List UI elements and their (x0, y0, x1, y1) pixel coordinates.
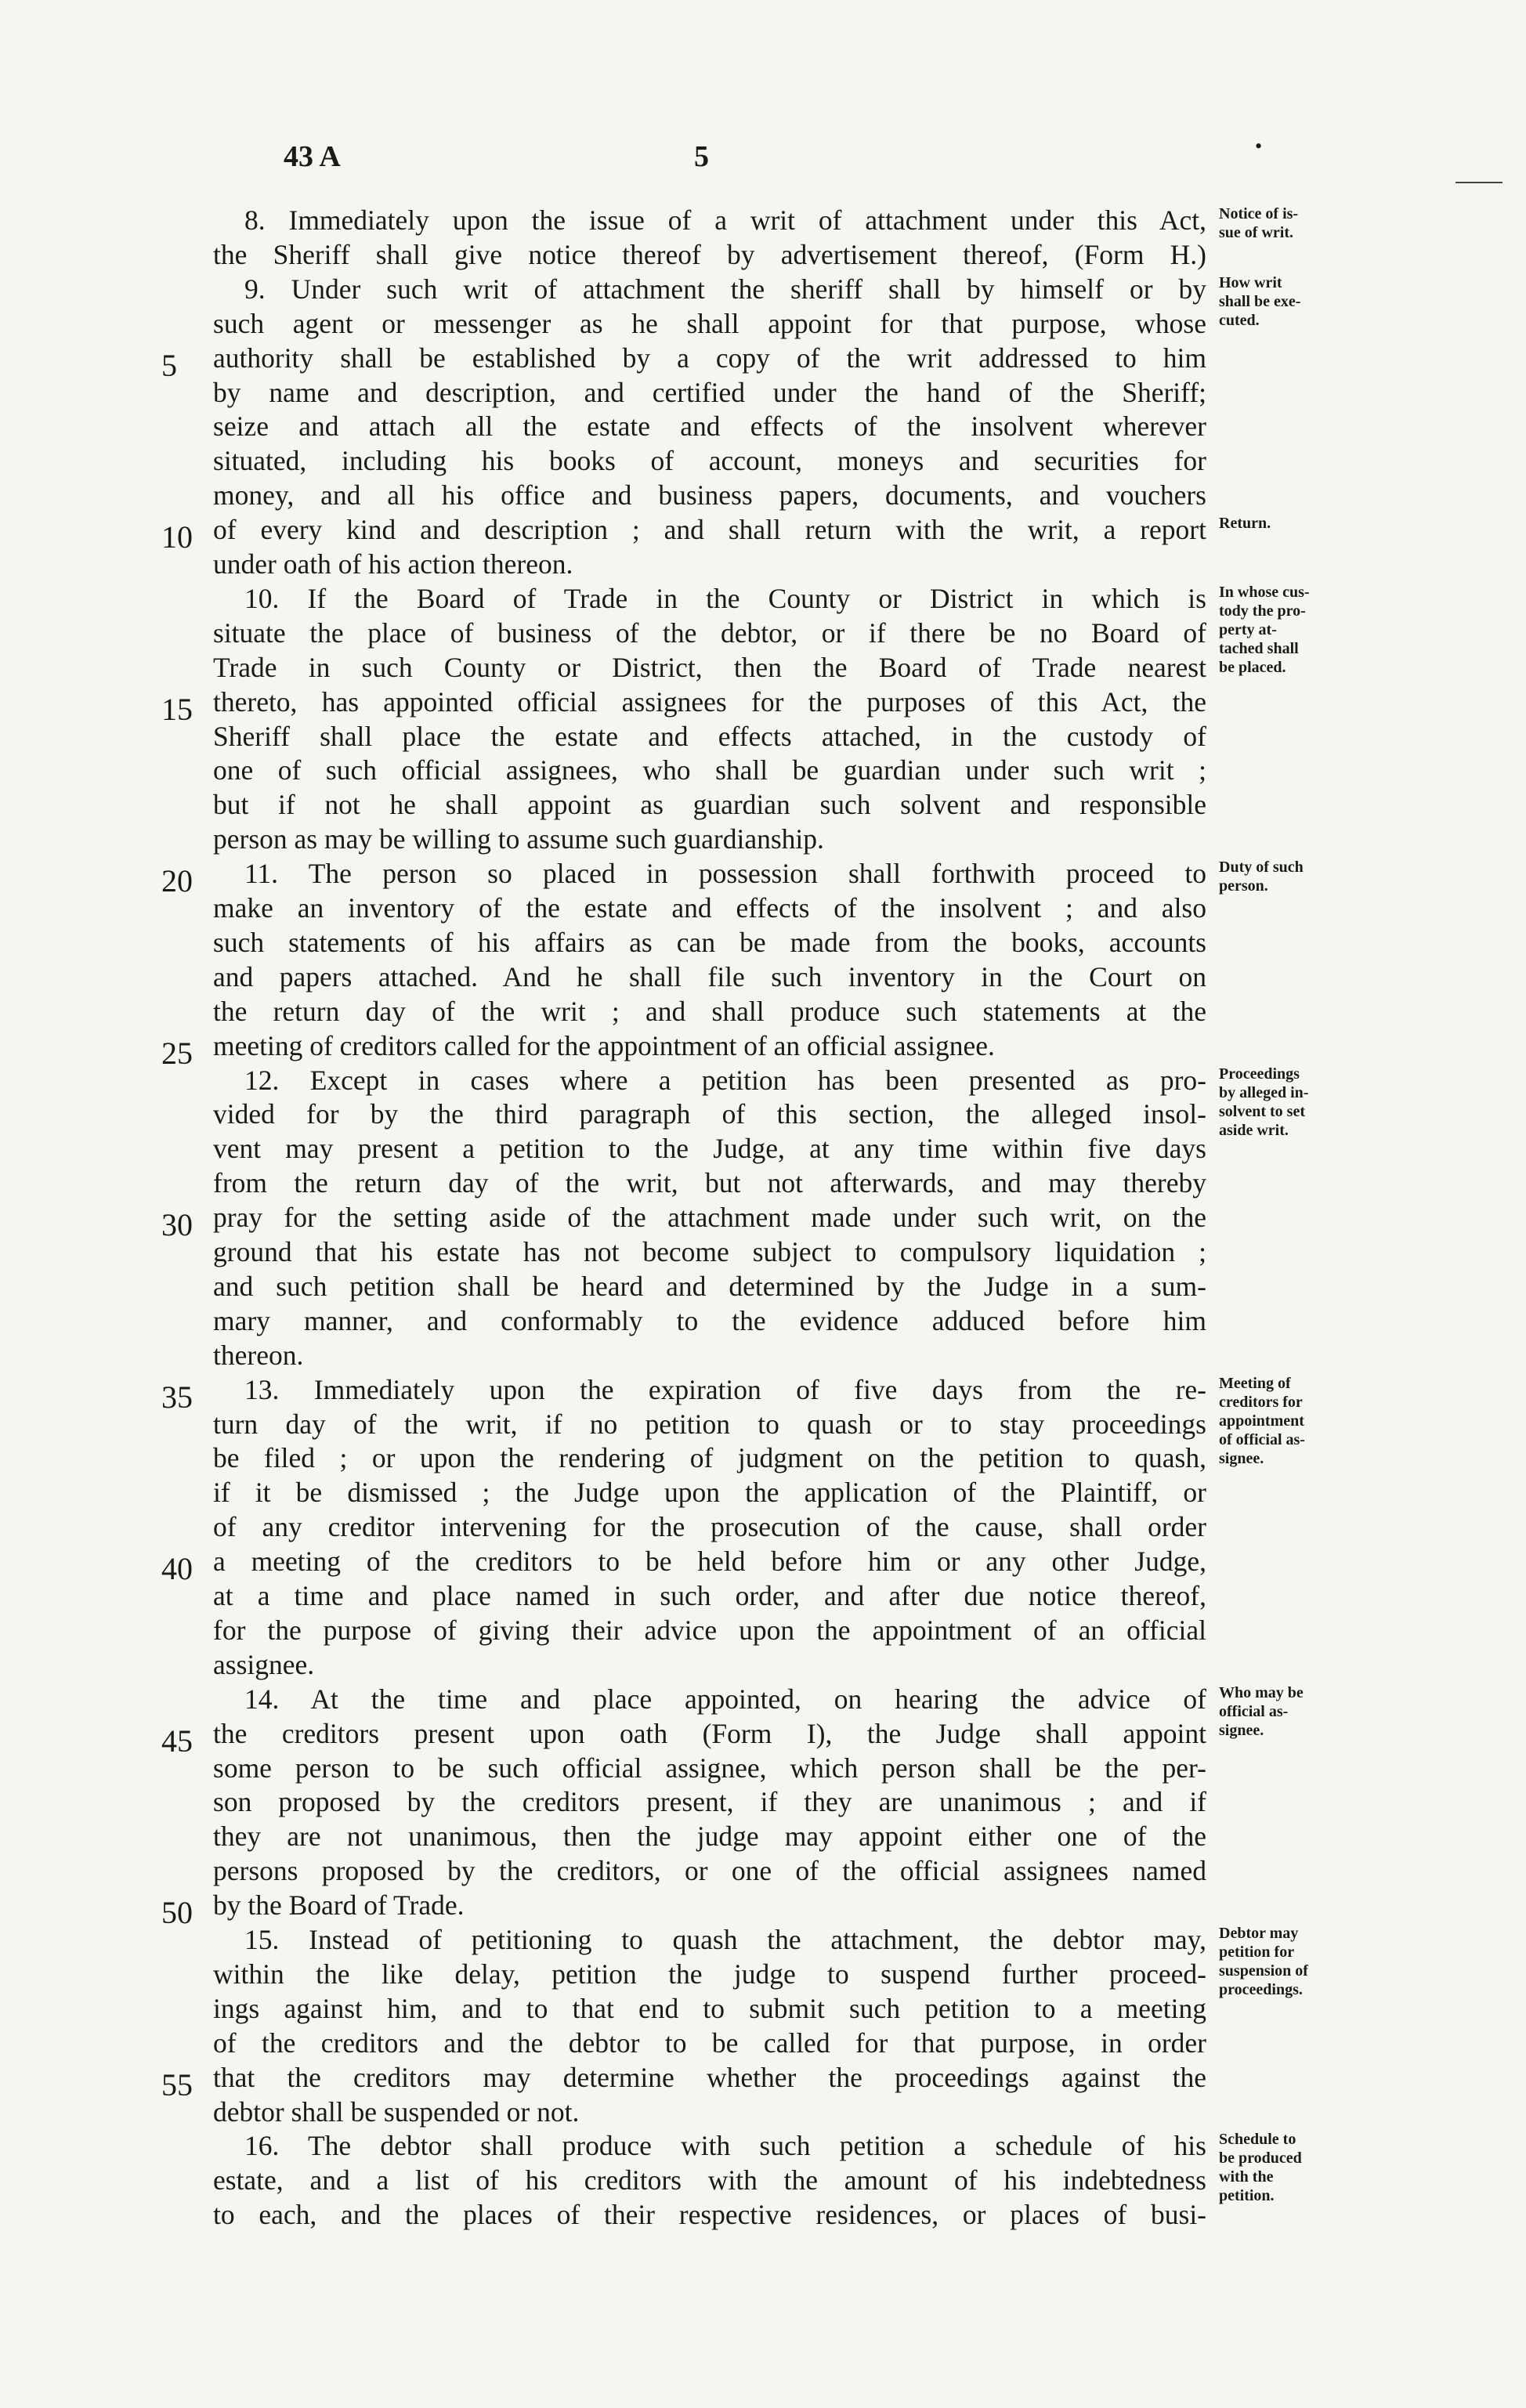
text-line (0, 1578, 1526, 1613)
text-line (0, 443, 1526, 478)
line-text: ings against him, and to that end to submit such petition to a meeting (213, 1992, 1206, 2024)
line-text: thereon. (213, 1339, 304, 1371)
line-text: ground that his estate has not become subject to compulsory liquidation ; (213, 1236, 1206, 1267)
line-text: Trade in such County or District, then the Board of Trade nearest (213, 651, 1206, 683)
line-text: the creditors present upon oath (Form I), the Judge shall appoint (213, 1717, 1206, 1749)
line-text: some person to be such official assignee, which person shall be the per- (213, 1752, 1206, 1784)
line-text: money, and all his office and business papers, documents, and vouchers (213, 479, 1206, 512)
line-text: situated, including his books of account, moneys and securities for (213, 445, 1206, 477)
line-number: 5 (161, 347, 177, 383)
line-text: debtor shall be suspended or not. (213, 2095, 580, 2128)
line-number: 50 (161, 1895, 193, 1931)
line-text: meeting of creditors called for the appointment of an official assignee. (213, 1029, 995, 1061)
side-note-line: be produced (1219, 2149, 1302, 2168)
line-text: at a time and place named in such order, and after due notice thereof, (213, 1580, 1206, 1611)
side-note-line: aside writ. (1219, 1121, 1289, 1139)
text-line (0, 237, 1526, 272)
text-line (0, 2095, 1526, 2129)
text-line (0, 1751, 1526, 1785)
line-text: 10. If the Board of Trade in the County or District in which is (244, 582, 1206, 614)
bill-reference: 43 A (284, 140, 341, 173)
line-text: seize and attach all the estate and effects of the insolvent wherever (213, 410, 1206, 443)
side-note-line: creditors for (1219, 1393, 1303, 1411)
text-line (0, 994, 1526, 1029)
text-line (0, 1235, 1526, 1269)
side-note-line: petition for (1219, 1943, 1295, 1961)
line-text: such statements of his affairs as can be made from the books, accounts (213, 926, 1206, 958)
side-note-line: person. (1219, 877, 1268, 895)
line-text: if it be dismissed ; the Judge upon the application of the Plaintiff, or (213, 1477, 1206, 1509)
text-line (0, 1647, 1526, 1682)
side-note (1219, 204, 1376, 242)
line-text: and papers attached. And he shall file such inventory in the Court on (213, 960, 1206, 992)
page-header (0, 135, 1526, 186)
line-text: Sheriff shall place the estate and effects attached, in the custody of (213, 720, 1206, 752)
side-note-line: tached shall (1219, 639, 1299, 657)
side-note-line: Who may be (1219, 1683, 1304, 1701)
side-note-line: with the (1219, 2168, 1274, 2186)
line-number: 15 (161, 691, 193, 727)
line-text: 9. Under such writ of attachment the sheriff shall by himself or by (244, 273, 1206, 305)
line-text: under oath of his action thereon. (213, 548, 573, 580)
line-number: 25 (161, 1035, 193, 1071)
line-number: 55 (161, 2066, 193, 2102)
line-text: be filed ; or upon the rendering of judgment on the petition to quash, (213, 1442, 1206, 1474)
side-note-line: Schedule to (1219, 2131, 1296, 2149)
side-note-line: be placed. (1219, 658, 1286, 676)
side-note-line: appointment (1219, 1412, 1304, 1430)
line-text: situate the place of business of the debtor, or if there be no Board of (213, 616, 1206, 649)
text-line (0, 1269, 1526, 1303)
line-text: make an inventory of the estate and effects of the insolvent ; and also (213, 892, 1206, 924)
side-note-line: petition. (1219, 2187, 1275, 2205)
page-number: 5 (694, 140, 709, 173)
line-number: 20 (161, 863, 193, 899)
side-note-line: sue of writ. (1219, 224, 1293, 241)
text-line (0, 1613, 1526, 1647)
side-note-line: solvent to set (1219, 1102, 1305, 1120)
text-line (0, 1544, 1526, 1587)
text-line (0, 1819, 1526, 1853)
text-line (0, 1888, 1526, 1931)
line-text: such agent or messenger as he shall appoint for that purpose, whose (213, 307, 1206, 339)
line-text: but if not he shall appoint as guardian such solvent and responsible (213, 789, 1206, 821)
line-text: person as may be willing to assume such guardianship. (213, 823, 824, 855)
text-line (0, 547, 1526, 581)
line-text: of every kind and description ; and shall return with the writ, a report (213, 514, 1206, 546)
side-note (1219, 1374, 1376, 1468)
line-text: estate, and a list of his creditors with the amount of his indebtedness (213, 2164, 1206, 2196)
text-line (0, 2026, 1526, 2060)
line-text: 16. The debtor shall produce with such petition a schedule of his (244, 2130, 1206, 2162)
side-note (1219, 858, 1376, 895)
line-text: one of such official assignees, who shall be guardian under such writ ; (213, 754, 1206, 786)
text-line (0, 2060, 1526, 2102)
line-text: by the Board of Trade. (213, 1889, 465, 1922)
line-text: vided for by the third paragraph of this section, the alleged insol- (213, 1098, 1206, 1130)
side-note (1219, 1924, 1376, 1999)
line-text: vent may present a petition to the Judge, at any time within five days (213, 1133, 1206, 1165)
line-text: from the return day of the writ, but not afterwards, and may thereby (213, 1167, 1206, 1199)
side-note-line: Return. (1219, 515, 1271, 533)
text-line (0, 787, 1526, 822)
side-note (1219, 1065, 1376, 1140)
side-note-line: signee. (1219, 1721, 1264, 1739)
text-line (0, 375, 1526, 410)
side-note-line: Proceedings (1219, 1065, 1300, 1083)
text-line (0, 1475, 1526, 1510)
text-line (0, 685, 1526, 727)
line-text: within the like delay, petition the judge to suspend further proceed- (213, 1958, 1206, 1990)
text-line (0, 1853, 1526, 1888)
line-text: and such petition shall be heard and determined by the Judge in a sum- (213, 1270, 1206, 1302)
line-number: 45 (161, 1723, 193, 1759)
line-text: they are not unanimous, then the judge may appoint either one of the (213, 1820, 1206, 1853)
text-line (0, 925, 1526, 960)
line-text: son proposed by the creditors present, if they are unanimous ; and if (213, 1786, 1206, 1818)
line-text: 11. The person so placed in possession shall forthwith proceed to (244, 858, 1206, 890)
line-number: 40 (161, 1551, 193, 1587)
line-number: 35 (161, 1379, 193, 1415)
line-text: the return day of the writ ; and shall produce such statements at the (213, 995, 1206, 1027)
text-line (0, 1029, 1526, 1071)
side-note (1219, 273, 1376, 330)
line-text: 13. Immediately upon the expiration of five days from the re- (244, 1373, 1206, 1405)
text-line (0, 1510, 1526, 1544)
line-text: a meeting of the creditors to be held before him or any other Judge, (213, 1546, 1206, 1578)
line-text: 8. Immediately upon the issue of a writ of attachment under this Act, (244, 204, 1206, 236)
line-text: pray for the setting aside of the attachment made under such writ, on the (213, 1202, 1206, 1234)
text-line (0, 1784, 1526, 1819)
line-text: the Sheriff shall give notice thereof by advertisement thereof, (Form H.) (213, 238, 1206, 270)
line-text: of any creditor intervening for the prosecution of the cause, shall order (213, 1511, 1206, 1543)
line-text: thereto, has appointed official assignees for the purposes of this Act, the (213, 685, 1206, 718)
side-note-line: suspension of (1219, 1962, 1308, 1980)
text-line (0, 1338, 1526, 1372)
side-note (1219, 2130, 1376, 2205)
line-text: persons proposed by the creditors, or one of the official assignees named (213, 1855, 1206, 1887)
side-note-line: tody the pro- (1219, 602, 1306, 620)
text-line (0, 341, 1526, 383)
line-text: that the creditors may determine whether the proceedings against the (213, 2061, 1206, 2093)
text-line (0, 891, 1526, 925)
line-text: to each, and the places of their respective residences, or places of busi- (213, 2199, 1206, 2231)
text-line (0, 478, 1526, 512)
line-text: mary manner, and conformably to the evidence adduced before him (213, 1304, 1206, 1336)
side-note (1219, 583, 1376, 677)
line-text: turn day of the writ, if no petition to quash or to stay proceedings (213, 1408, 1206, 1440)
text-line (0, 1166, 1526, 1200)
side-note (1219, 514, 1376, 533)
side-note-line: proceedings. (1219, 1981, 1303, 1998)
line-text: 12. Except in cases where a petition has been presented as pro- (244, 1064, 1206, 1096)
line-number: 30 (161, 1207, 193, 1243)
text-line (0, 1200, 1526, 1243)
line-number: 10 (161, 519, 193, 555)
side-note-line: official as- (1219, 1702, 1289, 1720)
line-text: 15. Instead of petitioning to quash the attachment, the debtor may, (244, 1924, 1206, 1955)
side-note-line: of official as- (1219, 1430, 1305, 1448)
side-note-line: shall be exe- (1219, 292, 1301, 310)
side-note-line: How writ (1219, 273, 1282, 291)
side-note (1219, 1683, 1376, 1740)
text-line (0, 1303, 1526, 1338)
side-note-line: Meeting of (1219, 1374, 1291, 1392)
text-line (0, 409, 1526, 443)
side-note-line: Debtor may (1219, 1925, 1299, 1942)
line-text: of the creditors and the debtor to be called for that purpose, in order (213, 2027, 1206, 2059)
side-note-line: Notice of is- (1219, 205, 1299, 222)
side-note-line: In whose cus- (1219, 583, 1310, 601)
text-line (0, 753, 1526, 787)
side-note-line: by alleged in- (1219, 1083, 1309, 1101)
text-line (0, 719, 1526, 754)
side-note-line: cuted. (1219, 311, 1260, 329)
line-text: 14. At the time and place appointed, on hearing the advice of (244, 1683, 1206, 1715)
margin-rule (1455, 182, 1502, 183)
line-text: authority shall be established by a copy of the writ addressed to him (213, 342, 1206, 374)
line-text: assignee. (213, 1648, 315, 1680)
line-text: for the purpose of giving their advice upon the appointment of an official (213, 1614, 1206, 1646)
side-note-line: signee. (1219, 1449, 1264, 1467)
line-text: by name and description, and certified under the hand of the Sheriff; (213, 376, 1206, 408)
text-line (0, 822, 1526, 856)
side-note-line: Duty of such (1219, 859, 1304, 877)
side-note-line: perty at- (1219, 620, 1277, 638)
header-mark: • (1255, 135, 1263, 157)
text-line (0, 960, 1526, 994)
